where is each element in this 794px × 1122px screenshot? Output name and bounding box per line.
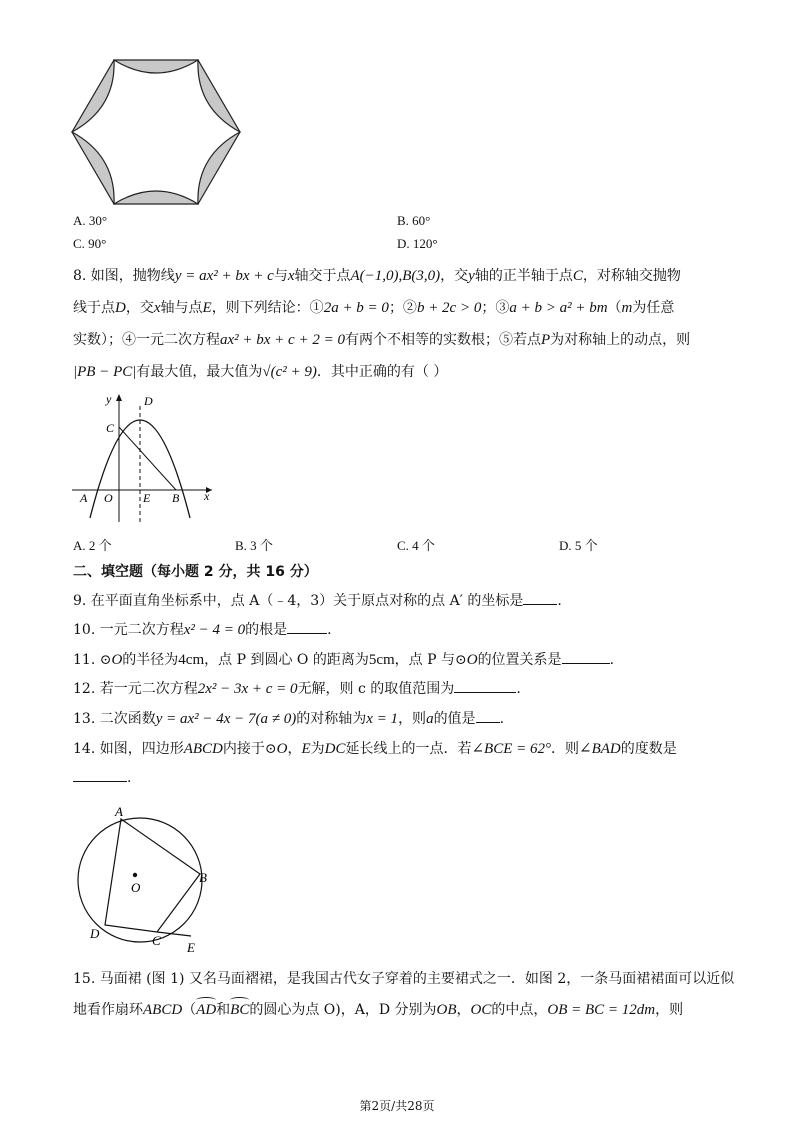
label-a: A: [80, 491, 88, 505]
q11: 11. ⊙O的半径为4cm，点 P 到圆心 O 的距离为5cm，点 P 与⊙O的位置关系是 .: [73, 652, 615, 668]
q12: 12. 若一元二次方程2x² − 3x + c = 0无解，则 c 的取值范围为 .: [73, 681, 521, 697]
q7-option-b: B. 60°: [397, 213, 431, 228]
section-title: 二、填空题（每小题 2 分，共 16 分）: [73, 564, 318, 580]
label-e: E: [187, 940, 195, 955]
label-d: D: [144, 394, 153, 408]
label-c: C: [152, 933, 161, 948]
label-b: B: [172, 491, 180, 505]
label-x: x: [204, 489, 210, 503]
segment-cb: [119, 427, 176, 490]
q8-option-d: D. 5 个: [559, 538, 598, 553]
q10-blank: [287, 620, 327, 634]
parabola-graph: [72, 392, 222, 524]
y-axis-arrow: [116, 394, 122, 401]
q8-line-3: 实数）；④一元二次方程ax² + bx + c + 2 = 0有两个不相等的实数根；⑤若点P为对称轴上的动点，则: [73, 332, 691, 348]
q14-line-1: 14. 如图，四边形ABCD内接于⊙O，E为DC延长线上的一点．若∠BCE = 62°．则∠BAD的度数是: [73, 741, 677, 757]
center-dot: [133, 873, 137, 877]
label-o: O: [131, 880, 141, 895]
q7-option-a: A. 30°: [73, 213, 108, 228]
q15-line-1: 15. 马面裙 (图 1) 又名马面褶裙，是我国古代女子穿着的主要裙式之一．如图 2，一条马面裙裙面可以近似: [73, 971, 735, 987]
q8-option-c: C. 4 个: [397, 538, 435, 553]
q8-line-2: 线于点D，交x轴与点E，则下列结论：①2a + b = 0；②b + 2c > 0；③a + b > a² + bm（m为任意: [73, 300, 675, 316]
page-footer: 第2页/共28页: [359, 1099, 435, 1113]
circle-quadrilateral-figure: [75, 800, 210, 956]
label-e: E: [143, 491, 151, 505]
q8-option-b: B. 3 个: [235, 538, 273, 553]
q11-blank: [562, 650, 610, 664]
q13-blank: [476, 709, 500, 723]
quadrilateral-abcd: [105, 819, 200, 932]
q10: 10. 一元二次方程x² − 4 = 0的根是 .: [73, 622, 332, 638]
label-y: y: [106, 392, 112, 406]
q7-option-c: C. 90°: [73, 236, 107, 251]
extension-ce: [157, 932, 191, 936]
q13: 13. 二次函数y = ax² − 4x − 7(a ≠ 0)的对称轴为x = 1，则a的值是 .: [73, 711, 505, 727]
q14-blank: [73, 768, 127, 782]
q7-option-d: D. 120°: [397, 236, 438, 251]
label-a: A: [115, 804, 123, 819]
hexagon-figure: [68, 56, 244, 208]
q9-blank: [523, 591, 557, 605]
label-o: O: [104, 491, 113, 505]
q8-line-4: |PB − PC|有最大值，最大值为√(c² + 9)．其中正确的有（ ）: [73, 364, 448, 380]
q12-blank: [454, 679, 516, 693]
label-b: B: [199, 870, 207, 885]
q15-line-2: 地看作扇环ABCD（AD和BC的圆心为点 O)，A，D 分别为OB，OC的中点，OB = BC = 12dm，则: [73, 1002, 684, 1018]
q9: 9. 在平面直角坐标系中，点 A（﹣4，3）关于原点对称的点 A′ 的坐标是 .: [73, 593, 562, 609]
q14-line-2: .: [73, 768, 131, 788]
q8-option-a: A. 2 个: [73, 538, 112, 553]
label-d: D: [90, 926, 100, 941]
q8-line-1: 8. 如图，抛物线y = ax² + bx + c与x轴交于点A(−1,0),B(3,0)，交y轴的正半轴于点C，对称轴交抛物: [73, 268, 681, 284]
label-c: C: [106, 421, 115, 435]
